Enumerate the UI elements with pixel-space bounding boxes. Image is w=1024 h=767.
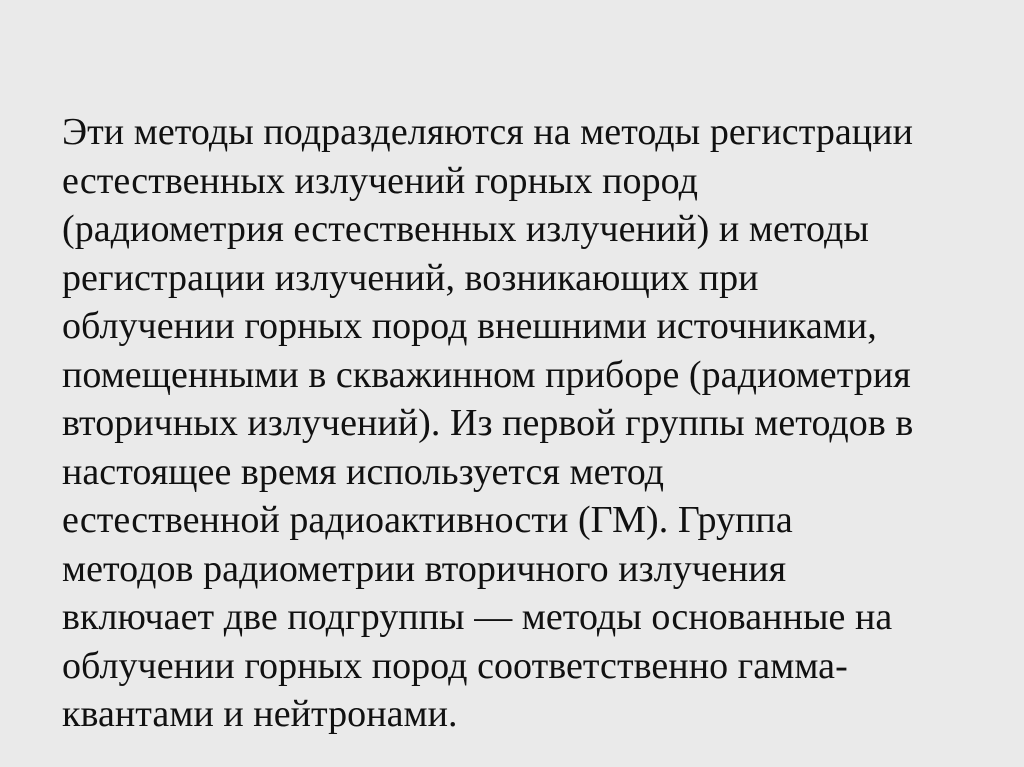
text-line: Эти методы подразделяются на методы регистрации [62, 111, 913, 153]
text-line: облучении горных пород соответственно гамма- [62, 644, 848, 687]
text-line: вторичных излучений). Из первой группы методов в [62, 402, 914, 444]
text-line: облучении горных пород внешними источниками, [62, 305, 877, 347]
body-text [62, 108, 992, 739]
text-line: квантами и нейтронами. [62, 693, 458, 735]
text-line: методов радиометрии вторичного излучения [62, 547, 787, 590]
text-line: естественных излучений горных пород [62, 159, 698, 202]
text-line: помещенными в скважинном приборе (радиометрия [62, 353, 911, 396]
text-line: естественной радиоактивности (ГМ). Группа [62, 499, 793, 541]
text-line: (радиометрия естественных излучений) и методы [62, 208, 869, 250]
text-line: настоящее время используется метод [62, 450, 665, 493]
text-line: регистрации излучений, возникающих при [62, 256, 759, 299]
text-line: включает две подгруппы — методы основанные на [62, 596, 893, 638]
